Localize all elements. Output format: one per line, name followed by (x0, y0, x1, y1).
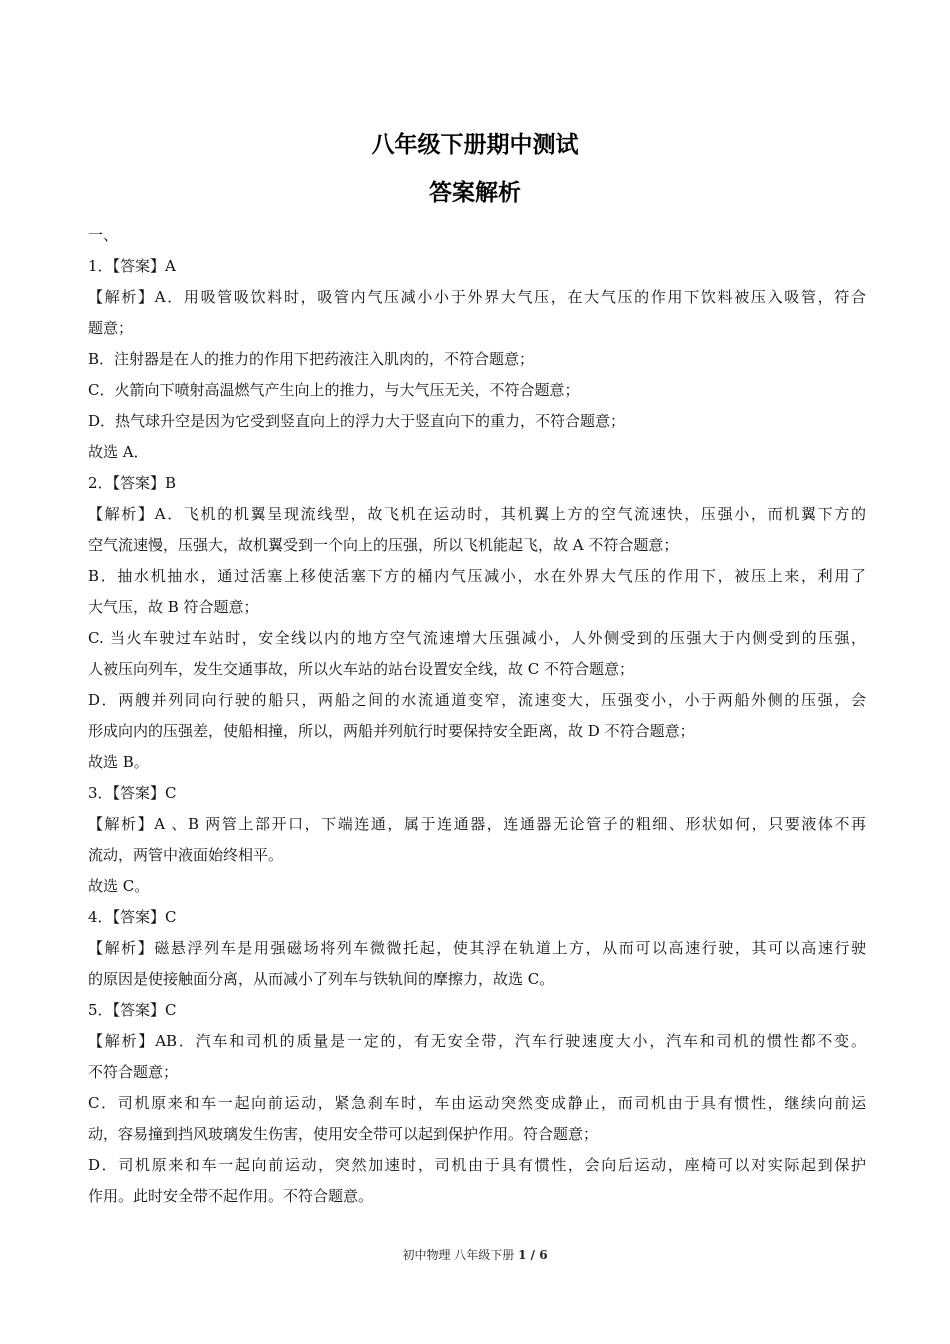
answer-lines (88, 251, 866, 1212)
text-line: D．两艘并列同向行驶的船只，两船之间的水流通道变窄，流速变大，压强变小，小于两船外侧的压强，会 (88, 691, 866, 709)
text-line: 形成向内的压强差，使船相撞，所以，两船并列航行时要保持安全距离，故 D 不符合题意； (88, 722, 695, 740)
footer-subject: 初中物理 八年级下册 (402, 1248, 515, 1262)
text-line: D．热气球升空是因为它受到竖直向上的浮力大于竖直向下的重力，不符合题意； (88, 412, 626, 430)
text-line: 题意； (88, 319, 134, 337)
footer-page-number: 1 / 6 (518, 1248, 548, 1262)
document-title: 八年级下册期中测试 (371, 132, 579, 158)
text-line: 动，容易撞到挡风玻璃发生伤害，使用安全带可以起到保护作用。符合题意； (88, 1125, 599, 1143)
text-line: 【解析】A 、B 两管上部开口，下端连通，属于连通器，连通器无论管子的粗细、形状如何，只要液体不再 (88, 815, 866, 833)
text-line: 大气压，故 B 符合题意； (88, 598, 259, 616)
text-line: B．抽水机抽水，通过活塞上移使活塞下方的桶内气压减小，水在外界大气压的作用下，被压上来，利用了 (88, 567, 866, 585)
text-line: C．司机原来和车一起向前运动，紧急刹车时，车由运动突然变成静止，而司机由于具有惯性，继续向前运 (88, 1094, 866, 1112)
text-line: 5．【答案】C (88, 1001, 177, 1019)
text-line: 【解析】AB．汽车和司机的质量是一定的，有无安全带，汽车行驶速度大小，汽车和司机的惯性都不变。 (88, 1032, 866, 1050)
text-line: 流动，两管中液面始终相平。 (88, 846, 284, 864)
text-line: 的原因是使接触面分离，从而减小了列车与铁轨间的摩擦力，故选 C。 (88, 970, 555, 988)
text-line: B．注射器是在人的推力的作用下把药液注入肌肉的，不符合题意； (88, 350, 535, 368)
text-line: 1．【答案】A (88, 257, 176, 275)
section-heading: 一、 (88, 226, 119, 244)
text-line: 人被压向列车，发生交通事故，所以火车站的站台设置安全线，故 C 不符合题意； (88, 660, 635, 678)
text-line: D．司机原来和车一起向前运动，突然加速时，司机由于具有惯性，会向后运动，座椅可以对实际起到保护 (88, 1156, 866, 1174)
text-line: 4．【答案】C (88, 908, 177, 926)
text-line: 3．【答案】C (88, 784, 177, 802)
text-line: 【解析】A．飞机的机翼呈现流线型，故飞机在运动时，其机翼上方的空气流速快，压强小，而机翼下方的 (88, 505, 866, 523)
text-line: 故选 C。 (88, 877, 150, 895)
text-line: C. 当火车驶过车站时，安全线以内的地方空气流速增大压强减小，人外侧受到的压强大于内侧受到的压强， (88, 629, 866, 647)
text-line: 空气流速慢，压强大，故机翼受到一个向上的压强，所以飞机能起飞，故 A 不符合题意； (88, 536, 679, 554)
text-line: 2．【答案】B (88, 474, 177, 492)
answer-content (88, 220, 866, 1212)
text-line: 不符合题意； (88, 1063, 179, 1081)
text-line: 故选 A． (88, 443, 149, 461)
text-line: 【解析】磁悬浮列车是用强磁场将列车微微托起，使其浮在轨道上方，从而可以高速行驶，其可以高速行驶 (88, 939, 866, 957)
text-line: 【解析】A．用吸管吸饮料时，吸管内气压减小小于外界大气压，在大气压的作用下饮料被压入吸管，符合 (88, 288, 866, 306)
text-line: 故选 B。 (88, 753, 149, 771)
text-line: C．火箭向下喷射高温燃气产生向上的推力，与大气压无关，不符合题意； (88, 381, 580, 399)
page-footer (0, 1246, 950, 1263)
text-line: 作用。此时安全带不起作用。不符合题意。 (88, 1187, 374, 1205)
document-subtitle: 答案解析 (429, 180, 521, 206)
